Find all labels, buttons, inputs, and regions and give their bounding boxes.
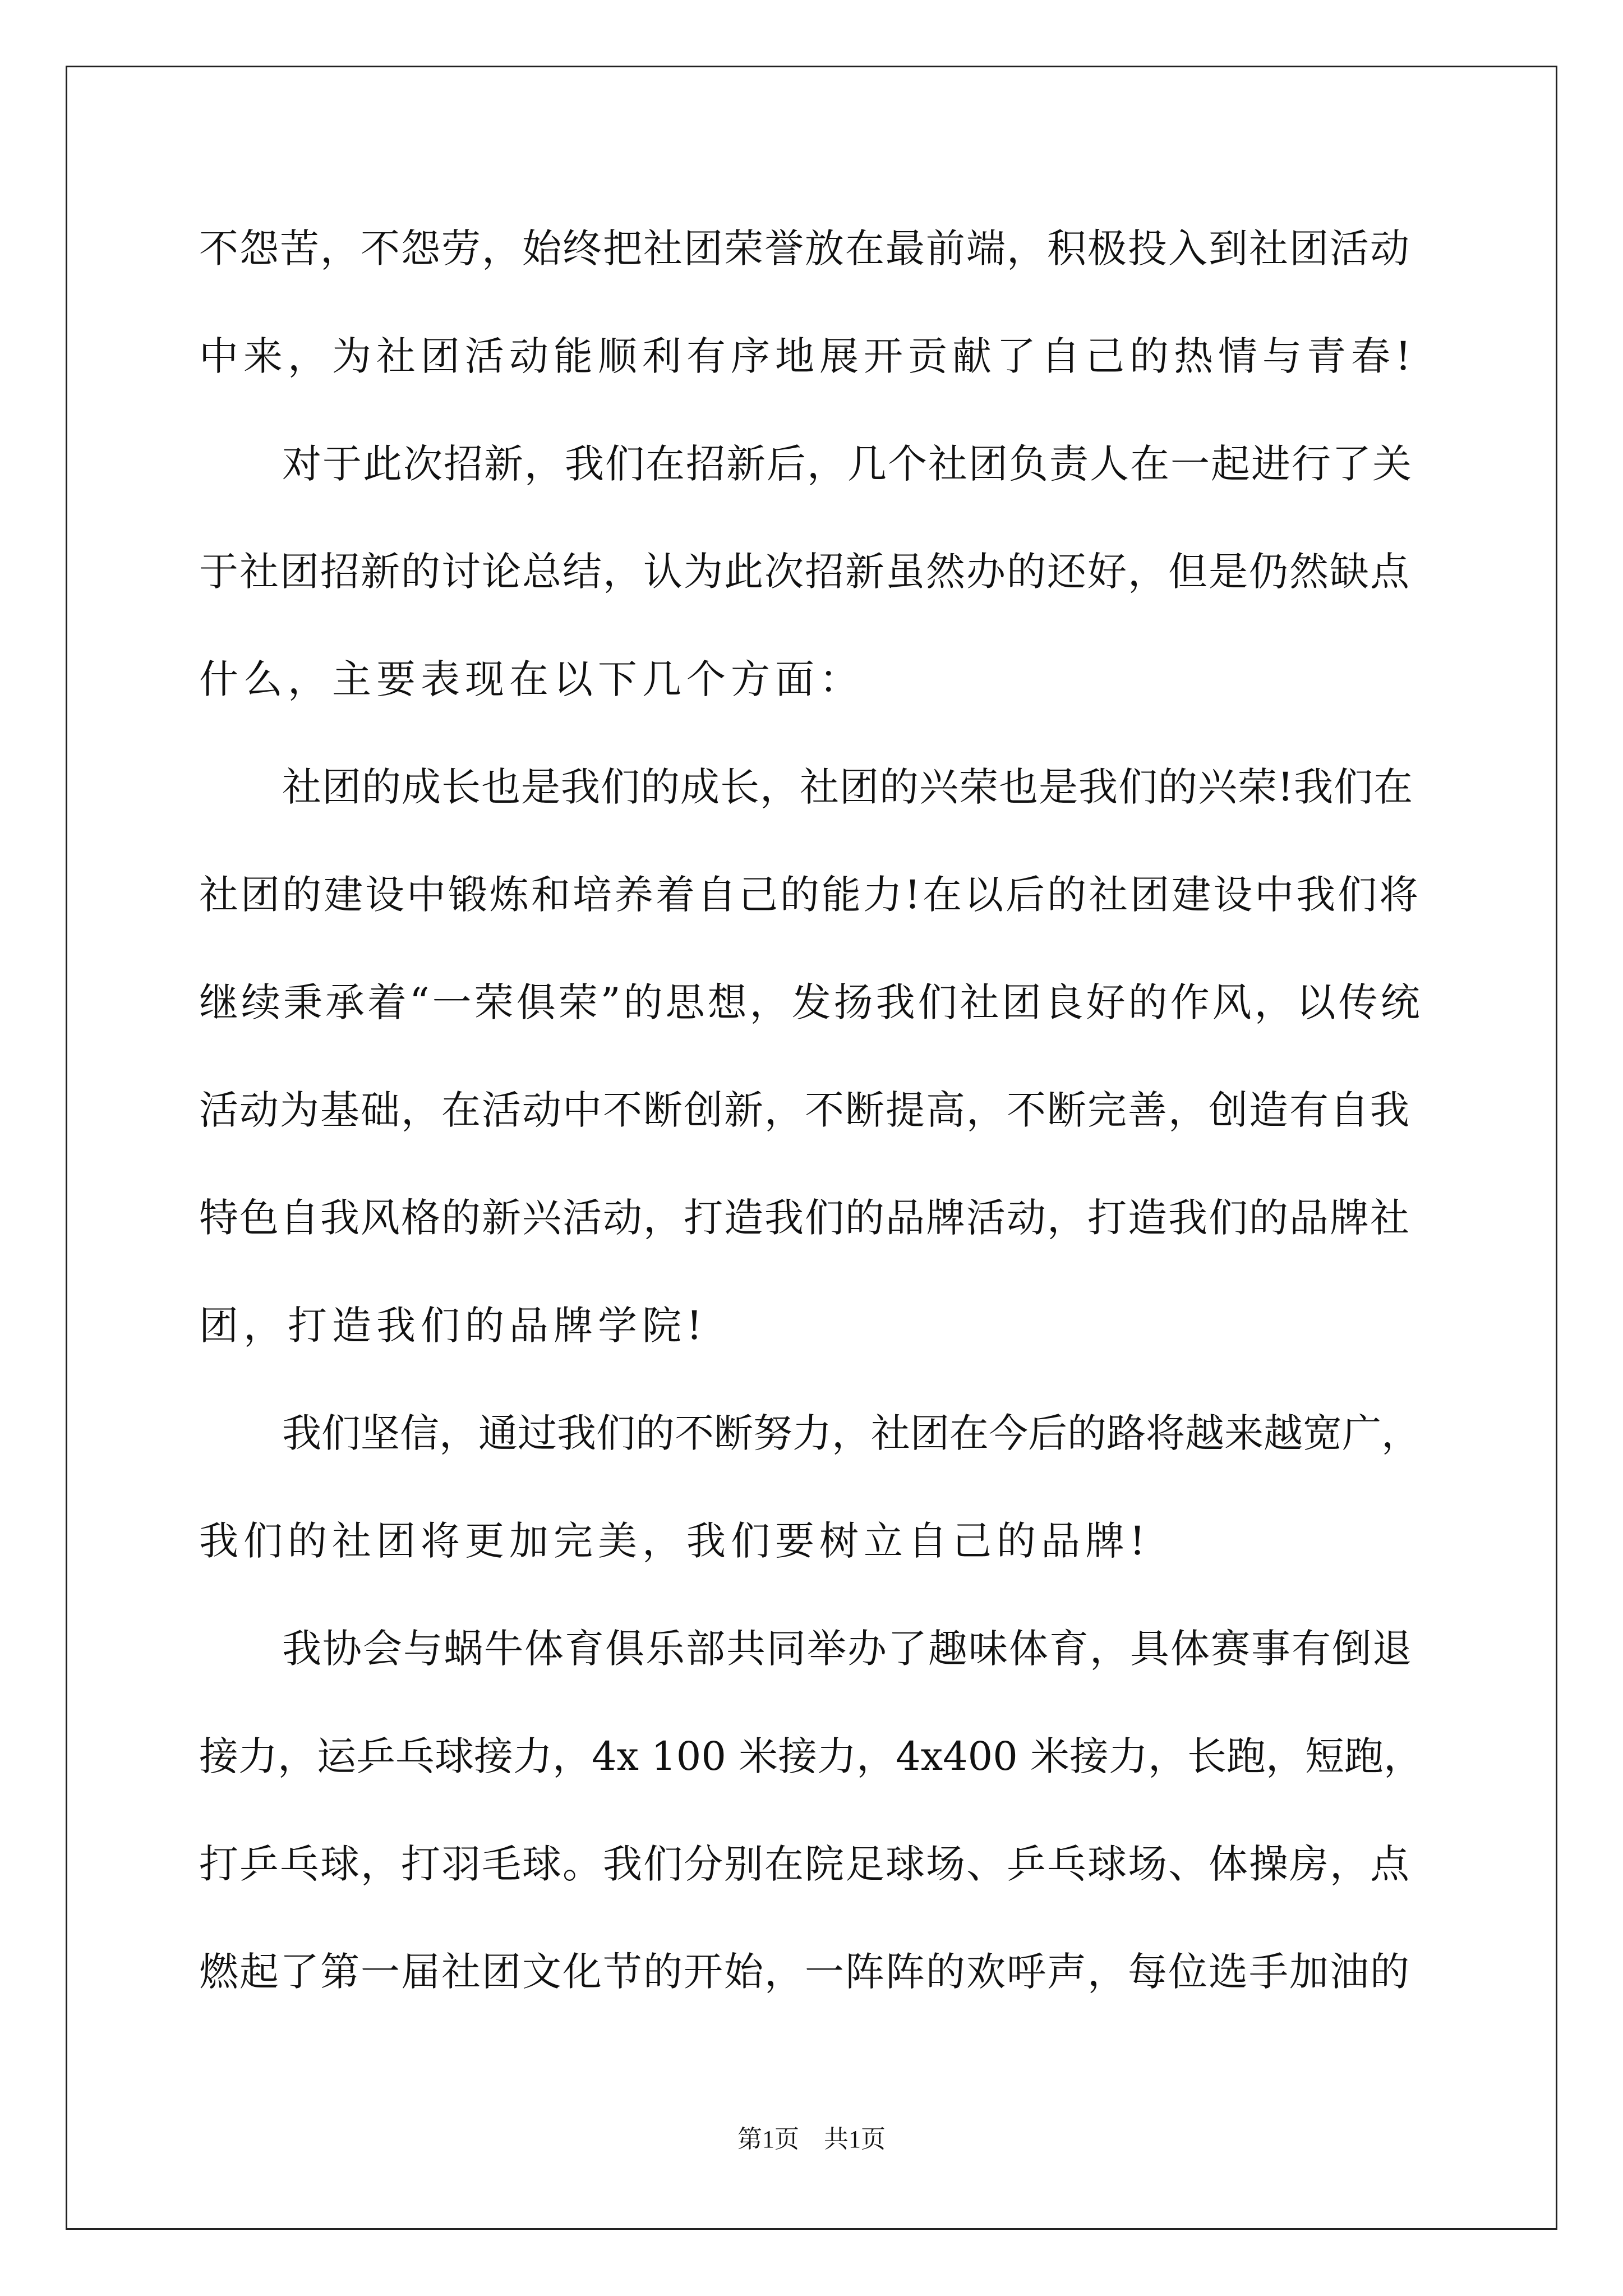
page-border — [66, 66, 1557, 2230]
text-line: 打乒乓球，打羽毛球。我们分别在院足球场、乒乓球场、体操房，点 — [199, 1841, 1410, 1887]
text-line: 我们的社团将更加完美，我们要树立自己的品牌! — [199, 1518, 1151, 1564]
text-line: 继续秉承着“一荣俱荣”的思想，发扬我们社团良好的作风，以传统 — [199, 979, 1423, 1025]
text-line: 燃起了第一届社团文化节的开始，一阵阵的欢呼声，每位选手加油的 — [199, 1949, 1410, 1995]
text-line: 什么，主要表现在以下几个方面： — [199, 656, 864, 702]
text-line: 不怨苦，不怨劳，始终把社团荣誉放在最前端，积极投入到社团活动 — [199, 226, 1410, 272]
text-line: 社团的成长也是我们的成长，社团的兴荣也是我们的兴荣!我们在 — [282, 764, 1414, 810]
text-line: 接力，运乒乓球接力，4x 100 米接力，4x400 米接力，长跑，短跑， — [199, 1733, 1423, 1779]
text-line: 中来，为社团活动能顺利有序地展开贡献了自己的热情与青春! — [199, 333, 1417, 379]
text-line: 社团的建设中锻炼和培养着自己的能力!在以后的社团建设中我们将 — [199, 872, 1421, 918]
page-total: 共1页 — [824, 2125, 886, 2153]
text-line: 活动为基础，在活动中不断创新，不断提高，不断完善，创造有自我 — [199, 1087, 1410, 1133]
page-number: 第1页 — [737, 2125, 799, 2153]
text-line: 于社团招新的讨论总结，认为此次招新虽然办的还好，但是仍然缺点 — [199, 549, 1410, 595]
text-line: 特色自我风格的新兴活动，打造我们的品牌活动，打造我们的品牌社 — [199, 1195, 1410, 1241]
text-line: 团，打造我们的品牌学院! — [199, 1303, 708, 1349]
page-footer — [0, 2127, 1623, 2152]
text-line: 对于此次招新，我们在招新后，几个社团负责人在一起进行了关 — [282, 441, 1413, 487]
text-line: 我们坚信，通过我们的不断努力，社团在今后的路将越来越宽广， — [282, 1410, 1421, 1456]
text-line: 我协会与蜗牛体育俱乐部共同举办了趣味体育，具体赛事有倒退 — [282, 1626, 1413, 1672]
